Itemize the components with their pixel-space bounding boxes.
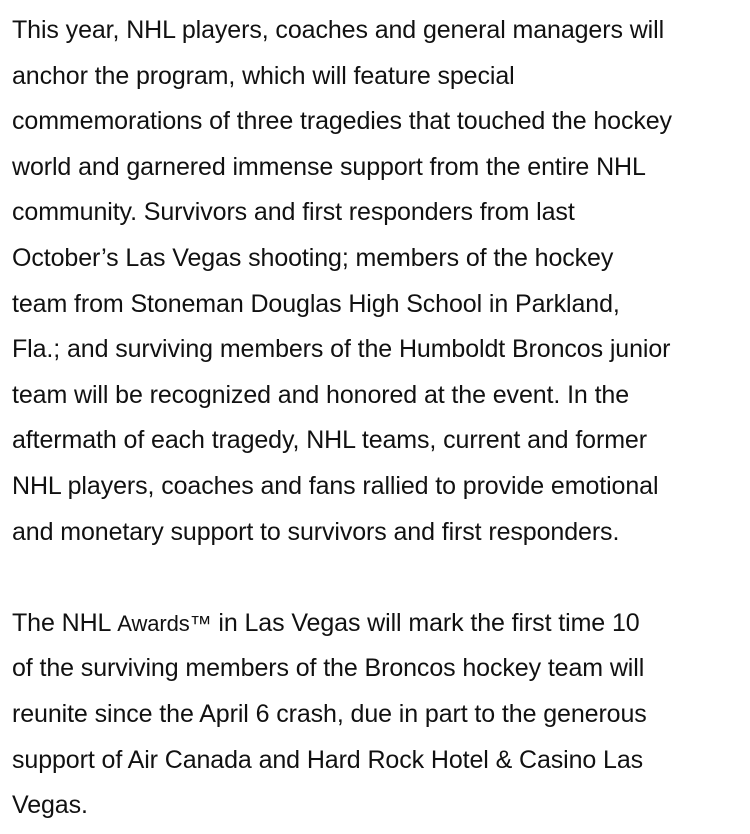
text-line: support of Air Canada and Hard Rock Hotel & Casino Las <box>12 745 644 774</box>
text-run: The NHL <box>12 608 118 637</box>
text-line: Fla.; and surviving members of the Humboldt Broncos junior <box>12 335 671 364</box>
text-line: This year, NHL players, coaches and general managers will <box>12 16 665 44</box>
text-line: October’s Las Vegas shooting; members of the hockey <box>12 243 614 272</box>
text-line: community. Survivors and first responders from last <box>12 198 575 227</box>
text-line: NHL players, coaches and fans rallied to provide emotional <box>12 471 659 500</box>
paragraph-broncos-reunion <box>12 601 744 829</box>
paragraph-spacer <box>12 555 744 601</box>
text-line: aftermath of each tragedy, NHL teams, current and former <box>12 426 647 455</box>
text-line-first <box>12 601 744 647</box>
text-line: and monetary support to survivors and first responders. <box>12 517 620 546</box>
text-line: team will be recognized and honored at the event. In the <box>12 380 630 409</box>
text-line: world and garnered immense support from the entire NHL <box>12 152 646 181</box>
paragraph-tributes <box>12 8 744 555</box>
text-line: reunite since the April 6 crash, due in part to the generous <box>12 699 647 728</box>
text-line: of the surviving members of the Broncos hockey team will <box>12 654 645 683</box>
text-run: in Las Vegas will mark the first time 10 <box>211 608 640 637</box>
awards-trademark-text: Awards™ <box>117 610 212 636</box>
text-line: anchor the program, which will feature special <box>12 61 515 90</box>
text-line: commemorations of three tragedies that touched the hockey <box>12 107 672 136</box>
text-line: team from Stoneman Douglas High School in Parkland, <box>12 289 620 318</box>
document-body <box>12 8 744 829</box>
text-line: Vegas. <box>12 791 88 820</box>
